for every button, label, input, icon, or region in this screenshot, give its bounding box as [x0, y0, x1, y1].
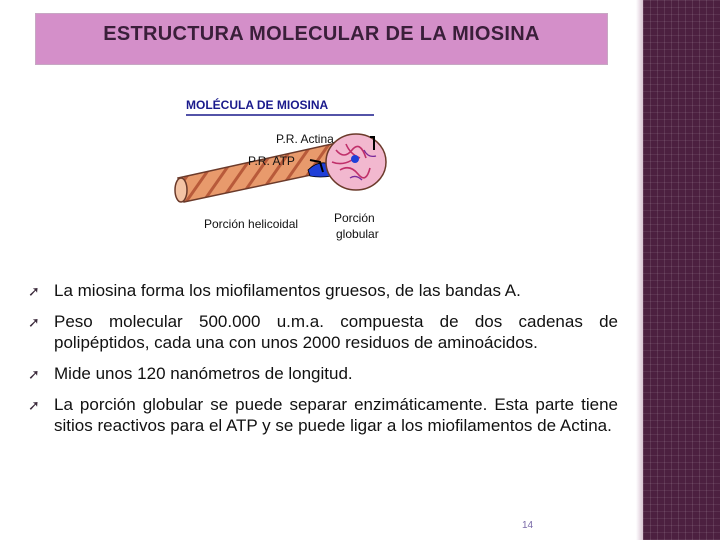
bullet-text: La miosina forma los miofilamentos gruesos, de las bandas A. — [54, 281, 521, 300]
decorative-sidebar — [643, 0, 720, 540]
myosin-diagram — [160, 90, 400, 250]
label-globular-2: globular — [336, 227, 379, 241]
bullet-text: La porción globular se puede separar enzimáticamente. Esta parte tiene sitios reactivos para el ATP y se puede ligar a los miofilamentos de Actina. — [54, 395, 618, 435]
slide-title: ESTRUCTURA MOLECULAR DE LA MIOSINA — [103, 23, 540, 45]
bullet-text: Mide unos 120 nanómetros de longitud. — [54, 364, 353, 383]
bullet-list — [28, 280, 618, 446]
bullet-item — [28, 363, 618, 384]
label-helicoidal: Porción helicoidal — [204, 217, 299, 231]
bullet-item — [28, 280, 618, 301]
sidebar-edge — [636, 0, 643, 540]
bullet-arrow-icon: ➚ — [28, 283, 40, 299]
label-actina: P.R. Actina — [276, 132, 334, 146]
label-atp: P.R. ATP — [248, 154, 295, 168]
bullet-text: Peso molecular 500.000 u.m.a. compuesta de dos cadenas de polipéptidos, cada una con unos 2000 residuos de aminoácidos. — [54, 312, 618, 352]
globular-head — [326, 134, 386, 190]
bullet-arrow-icon: ➚ — [28, 397, 40, 413]
title-bar — [35, 13, 608, 65]
bullet-item — [28, 394, 618, 436]
bullet-arrow-icon: ➚ — [28, 314, 40, 330]
diagram-heading: MOLÉCULA DE MIOSINA — [186, 98, 329, 112]
bullet-arrow-icon: ➚ — [28, 366, 40, 382]
label-globular-1: Porción — [334, 211, 375, 225]
bullet-item — [28, 311, 618, 353]
page-number: 14 — [522, 520, 534, 531]
